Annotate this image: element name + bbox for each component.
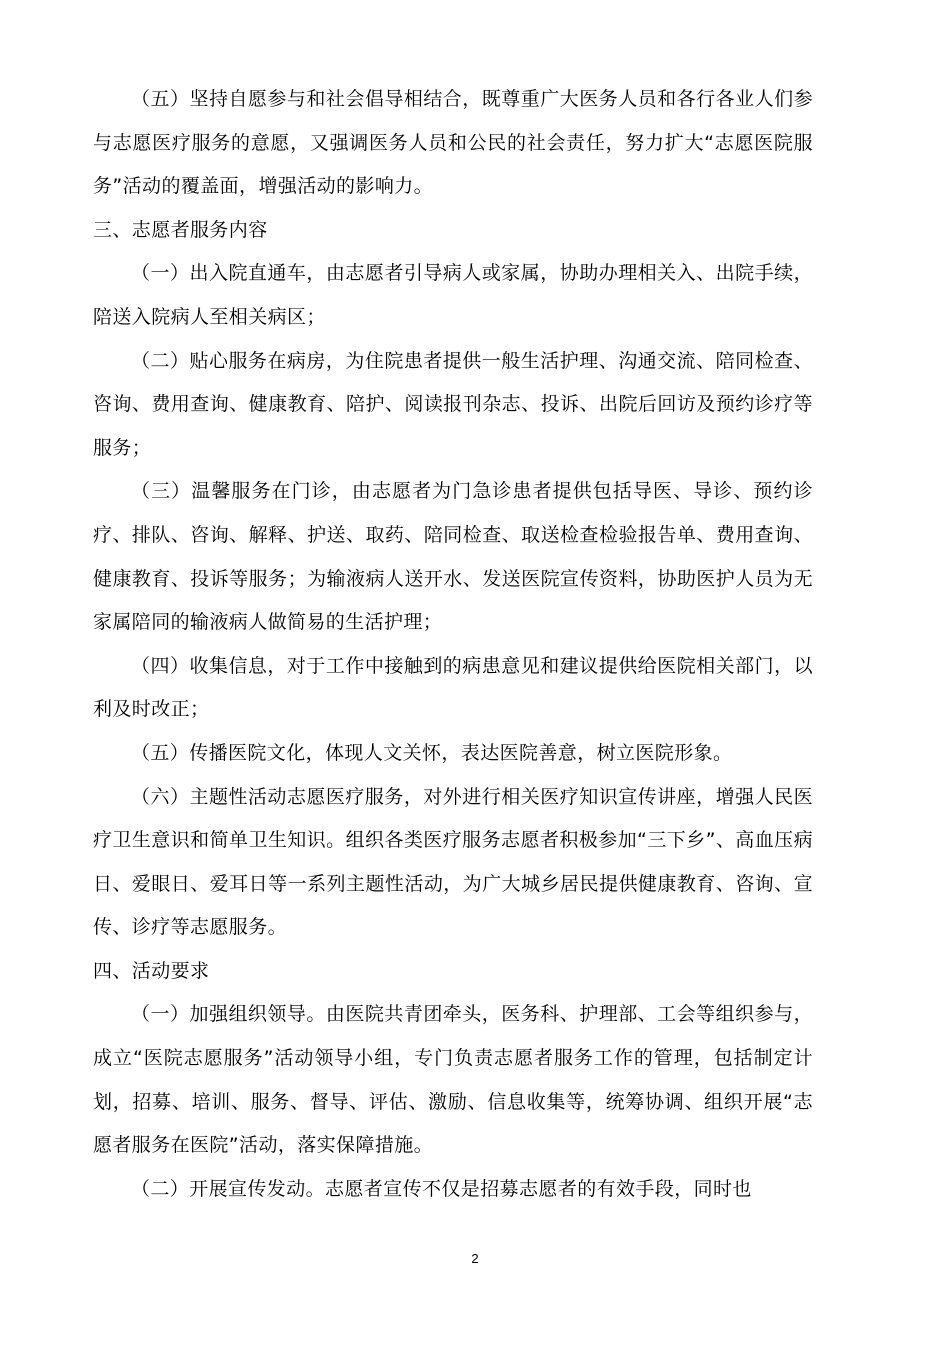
paragraph-service-1: （一）出入院直通车，由志愿者引导病人或家属，协助办理相关入、出院手续，陪送入院病人至相关病区； bbox=[93, 262, 813, 328]
document-body bbox=[93, 78, 813, 1211]
page-number: 2 bbox=[471, 1251, 479, 1266]
paragraph-requirement-2: （二）开展宣传发动。志愿者宣传不仅是招募志愿者的有效手段，同时也 bbox=[131, 1177, 752, 1200]
section-heading-4: 四、活动要求 bbox=[93, 959, 210, 982]
paragraph-service-6: （六）主题性活动志愿医疗服务，对外进行相关医疗知识宣传讲座，增强人民医疗卫生意识和简单卫生知识。组织各类医疗服务志愿者积极参加“三下乡”、高血压病日、爱眼日、爱耳日等一系列主题性活动，为广大城乡居民提供健康教育、咨询、宣传、诊疗等志愿服务。 bbox=[93, 785, 813, 939]
paragraph-service-2: （二）贴心服务在病房，为住院患者提供一般生活护理、沟通交流、陪同检查、咨询、费用查询、健康教育、陪护、阅读报刊杂志、投诉、出院后回访及预约诊疗等服务； bbox=[93, 349, 813, 459]
paragraph-principle-5: （五）坚持自愿参与和社会倡导相结合，既尊重广大医务人员和各行各业人们参与志愿医疗服务的意愿，又强调医务人员和公民的社会责任，努力扩大“志愿医院服务”活动的覆盖面，增强活动的影响力。 bbox=[93, 88, 813, 198]
paragraph-service-5: （五）传播医院文化，体现人文关怀，表达医院善意，树立医院形象。 bbox=[131, 741, 733, 764]
paragraph-service-3: （三）温馨服务在门诊，由志愿者为门急诊患者提供包括导医、导诊、预约诊疗、排队、咨询、解释、护送、取药、陪同检查、取送检查检验报告单、费用查询、健康教育、投诉等服务；为输液病人送开水、发送医院宣传资料，协助医护人员为无家属陪同的输液病人做简易的生活护理； bbox=[93, 480, 813, 634]
section-heading-3: 三、志愿者服务内容 bbox=[93, 218, 268, 241]
paragraph-service-4: （四）收集信息，对于工作中接触到的病患意见和建议提供给医院相关部门，以利及时改正； bbox=[93, 654, 813, 721]
paragraph-requirement-1: （一）加强组织领导。由医院共青团牵头，医务科、护理部、工会等组织参与，成立“医院志愿服务”活动领导小组，专门负责志愿者服务工作的管理，包括制定计划，招募、培训、服务、督导、评估、激励、信息收集等，统筹协调、组织开展“志愿者服务在医院”活动，落实保障措施。 bbox=[93, 1003, 813, 1157]
